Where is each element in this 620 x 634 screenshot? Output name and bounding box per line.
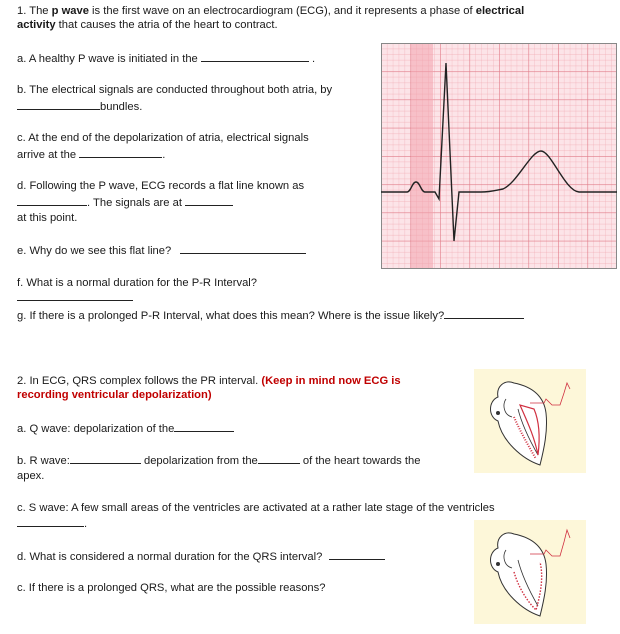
- q1a: a. A healthy P wave is initiated in the .: [17, 53, 316, 65]
- q2c-blank[interactable]: [17, 516, 84, 527]
- q2-line1: 2. In ECG, QRS complex follows the PR interval. (Keep in mind now ECG is: [17, 375, 401, 387]
- q1f: f. What is a normal duration for the P-R Interval?: [17, 277, 258, 289]
- q1f-blank[interactable]: [17, 290, 133, 301]
- q1c-line1: c. At the end of the depolarization of atria, electrical signals: [17, 132, 309, 144]
- q2b-line1: b. R wave: depolarization from the of the heart towards the: [17, 455, 421, 467]
- ecg-grid-figure: [381, 43, 617, 269]
- q1b-line1: b. The electrical signals are conducted throughout both atria, by: [17, 84, 333, 96]
- q1e-blank[interactable]: [180, 243, 306, 254]
- q1f-answer-line: [17, 290, 133, 305]
- q2d: d. What is considered a normal duration for the QRS interval?: [17, 549, 385, 564]
- q1d-blank2[interactable]: [185, 195, 233, 206]
- q2c: c. S wave: A few small areas of the ventricles are activated at a rather late stage of the ventricles: [17, 502, 495, 514]
- q2a: a. Q wave: depolarization of the: [17, 421, 234, 436]
- q2b-blank1[interactable]: [70, 453, 141, 464]
- q1a-blank[interactable]: [201, 51, 309, 62]
- heart-diagram-bottom: [474, 520, 586, 624]
- q2c-answer-line: .: [17, 516, 87, 531]
- q1e: e. Why do we see this flat line?: [17, 243, 306, 258]
- q1b-blank[interactable]: [17, 99, 100, 110]
- q1c-line2: arrive at the .: [17, 149, 166, 161]
- q1d-line1: d. Following the P wave, ECG records a flat line known as: [17, 180, 305, 192]
- q1d-line3: at this point.: [17, 212, 78, 224]
- q2b-line2: apex.: [17, 470, 45, 482]
- q1b-line2: bundles.: [17, 99, 142, 114]
- q1d-line2: . The signals are at: [17, 195, 233, 210]
- q2d-blank[interactable]: [329, 549, 385, 560]
- q1g: g. If there is a prolonged P-R Interval, what does this mean? Where is the issue likely?: [17, 308, 524, 323]
- ecg-trace-graphic: [381, 43, 617, 269]
- q1-line2: activity that causes the atria of the heart to contract.: [17, 19, 278, 31]
- q2e: c. If there is a prolonged QRS, what are the possible reasons?: [17, 582, 326, 594]
- q1-line1: 1. The p wave is the first wave on an electrocardiogram (ECG), and it represents a phase of electrical: [17, 5, 525, 17]
- heart-depolarization-graphic: [474, 369, 586, 473]
- q1c-blank[interactable]: [79, 147, 162, 158]
- heart-diagram-top: [474, 369, 586, 473]
- heart-depolarization-graphic-2: [474, 520, 586, 624]
- q2a-blank[interactable]: [174, 421, 234, 432]
- q1d-blank1[interactable]: [17, 195, 87, 206]
- q1g-blank[interactable]: [444, 308, 524, 319]
- q2-line2: recording ventricular depolarization): [17, 389, 212, 401]
- q2b-blank2[interactable]: [258, 453, 300, 464]
